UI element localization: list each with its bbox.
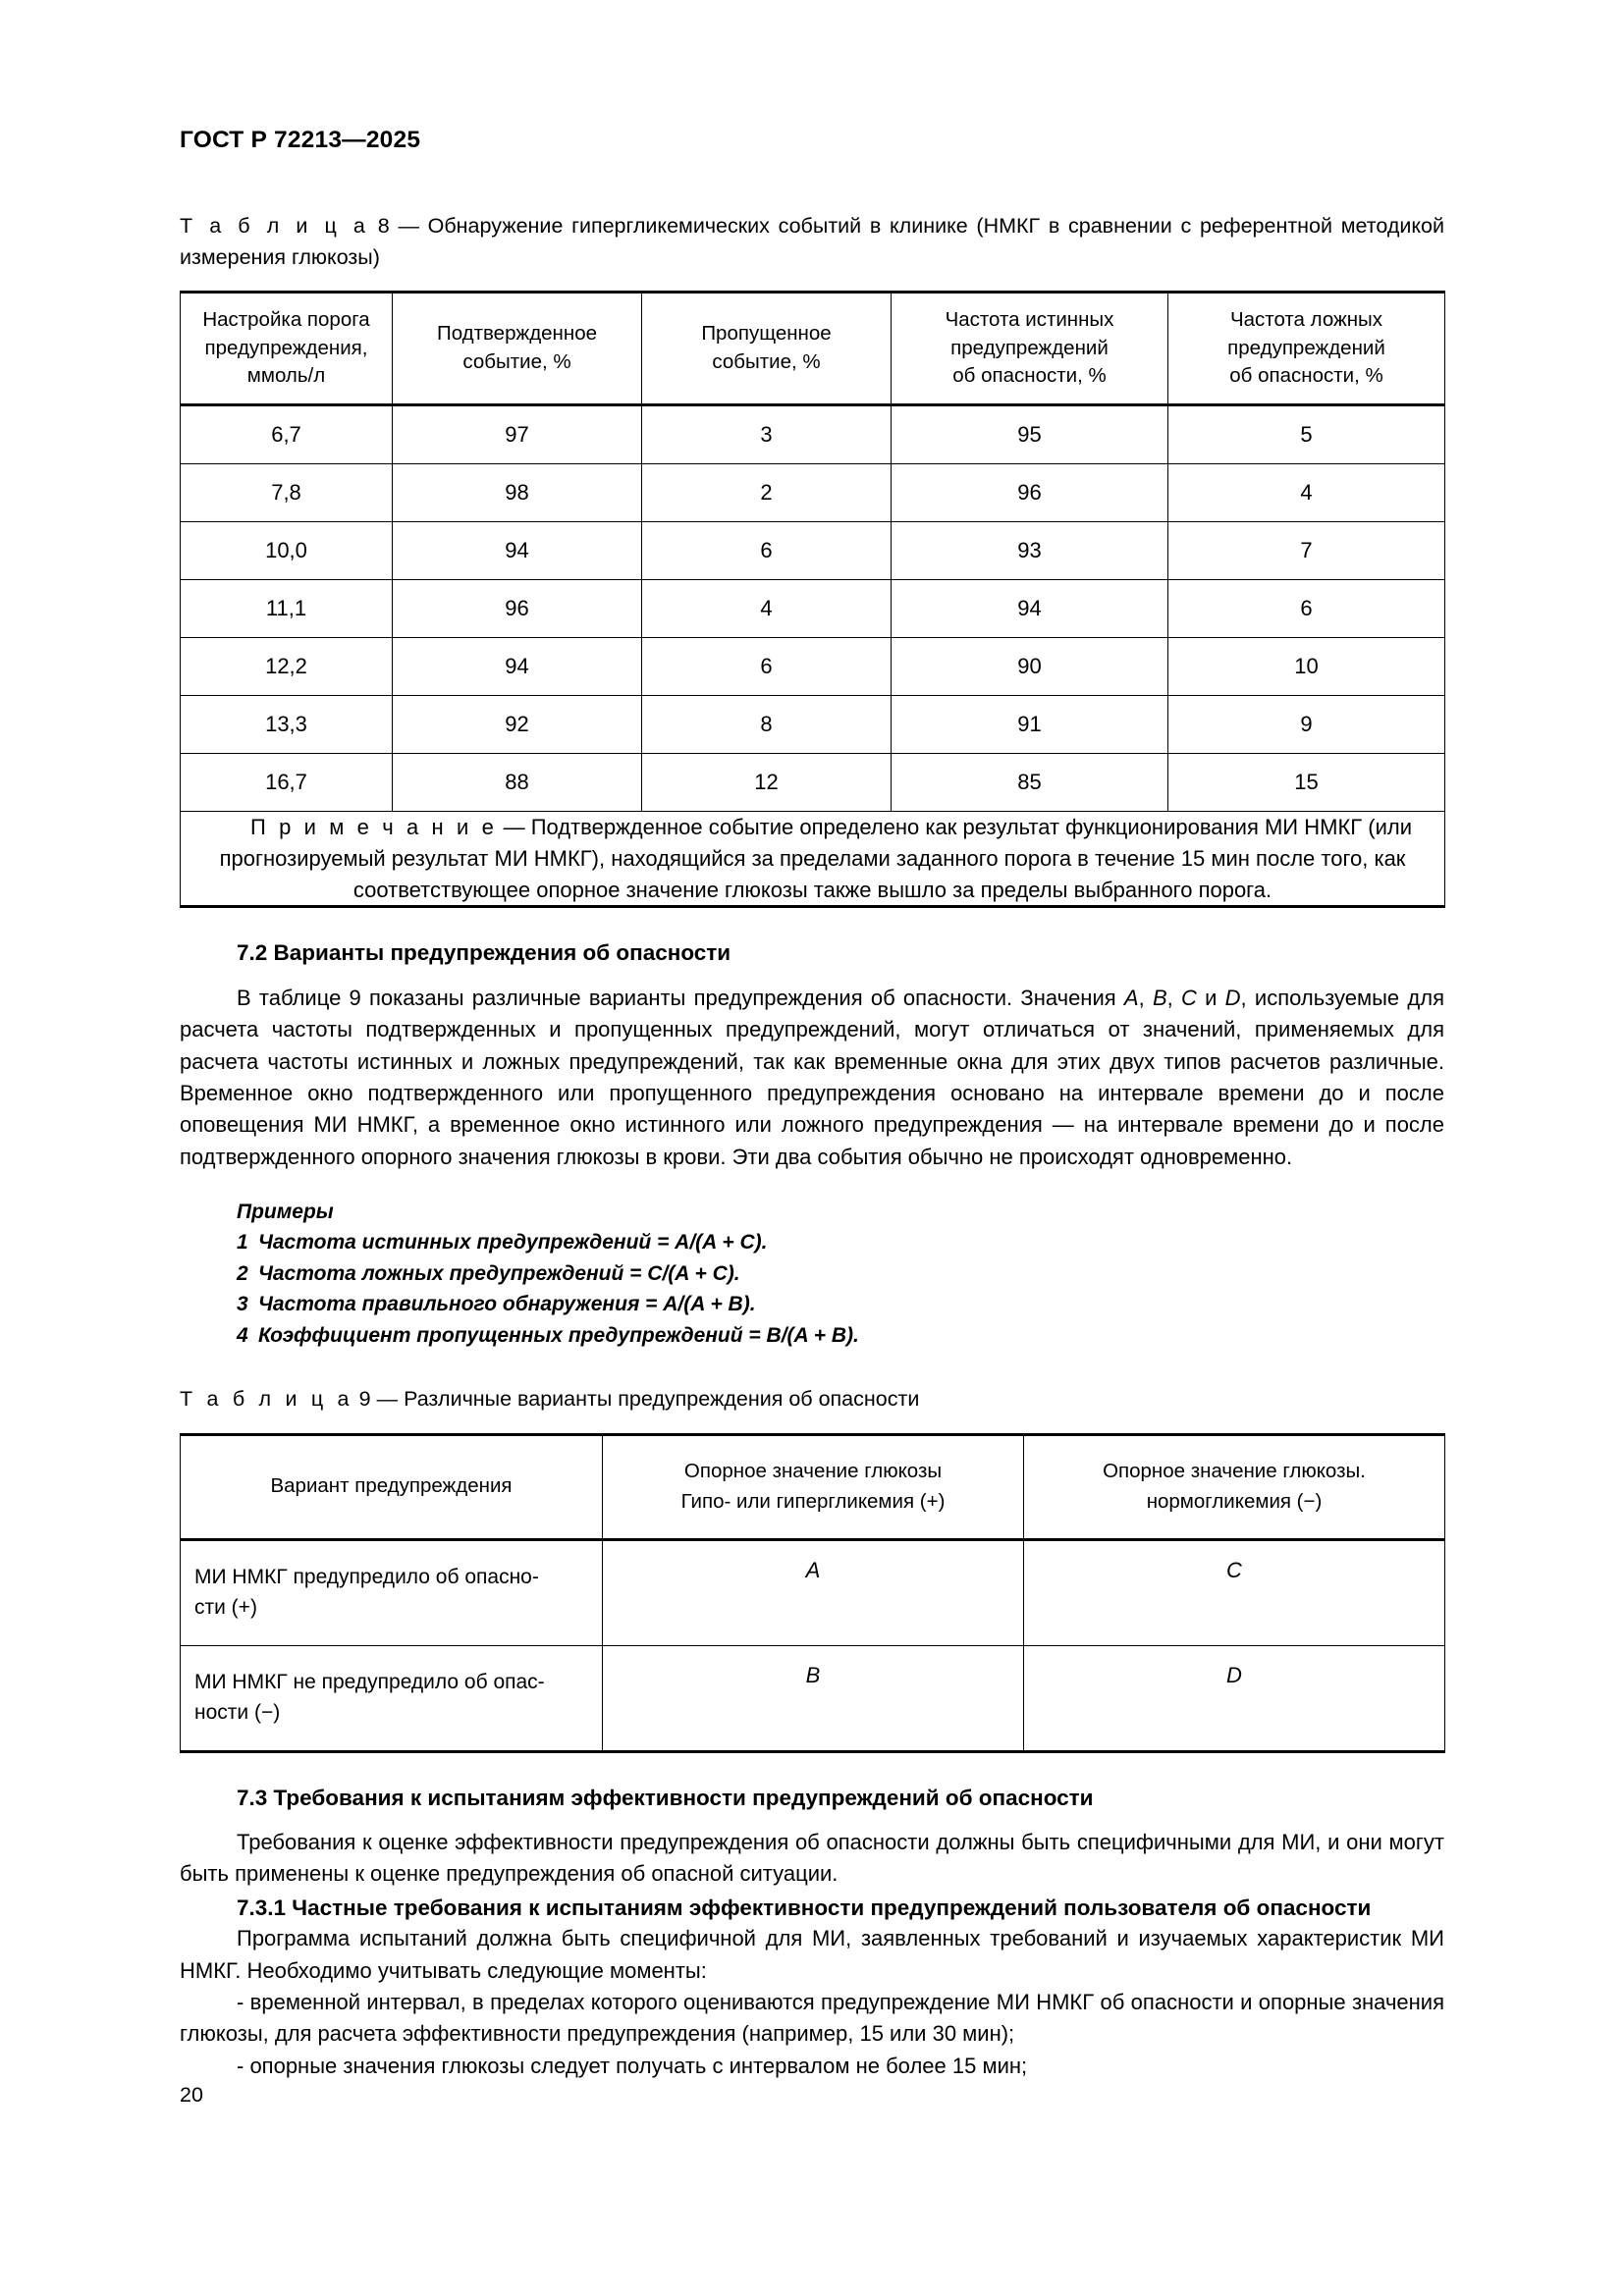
cell-true-rate: 95	[892, 404, 1168, 463]
cell-false-rate: 5	[1168, 404, 1445, 463]
cell-threshold: 11,1	[181, 579, 393, 637]
paragraph-7-3: Требования к оценке эффективности предупреждения об опасности должны быть специфичными для МИ, и они могут быть применены к оценке предупреждения об опасной ситуации.	[180, 1830, 1444, 1887]
page-content	[180, 126, 1444, 2082]
example-item: 3 Частота правильного обнаружения = A/(A + B).	[237, 1293, 756, 1316]
examples-block	[180, 1197, 1444, 1352]
requirements-list	[180, 1987, 1444, 2082]
note-label: П р и м е ч а н и е	[249, 814, 498, 839]
cell-threshold: 10,0	[181, 521, 393, 579]
cell-missed: 4	[642, 579, 892, 637]
cell-missed: 6	[642, 521, 892, 579]
cell-false-rate: 15	[1168, 753, 1445, 811]
table9-col-header-hypo-hyper: Опорное значение глюкозы Гипо- или гипергликемия (+)	[603, 1434, 1024, 1539]
cell-false-rate: 7	[1168, 521, 1445, 579]
cell-true-rate: 96	[892, 463, 1168, 521]
table-row	[181, 695, 1445, 753]
cell-threshold: 13,3	[181, 695, 393, 753]
table-row	[181, 579, 1445, 637]
cell-threshold: 16,7	[181, 753, 393, 811]
table8-col-header-missed: Пропущенное событие, %	[642, 292, 892, 404]
cell-hypo-hyper: A	[603, 1539, 1024, 1645]
cell-confirmed: 96	[393, 579, 642, 637]
cell-confirmed: 94	[393, 521, 642, 579]
running-head: ГОСТ Р 72213—2025	[180, 127, 421, 153]
table8-note-row	[181, 811, 1445, 907]
table-row	[181, 404, 1445, 463]
table8-col-header-false-alert-rate: Частота ложных предупреждений об опасности, %	[1168, 292, 1445, 404]
table-row	[181, 521, 1445, 579]
cell-normo: D	[1024, 1645, 1445, 1751]
example-item: 1 Частота истинных предупреждений = A/(A + C).	[237, 1231, 768, 1255]
table8-caption	[180, 211, 1444, 272]
table8	[180, 291, 1445, 909]
table8-caption-text: — Обнаружение гипергликемических событий в клинике (НМКГ в сравнении с референтной методикой измерения глюкозы)	[180, 214, 1444, 269]
table-row	[181, 753, 1445, 811]
note-text: — Подтвержденное событие определено как результат функционирования МИ НМКГ (или прогнозируемый результат МИ НМКГ), находящийся за пределами заданного порога в течение 15 мин после того, как соответствующее опорное значение глюкозы также вышло за пределы выбранного порога.	[219, 814, 1413, 902]
cell-variant-label: МИ НМКГ не предупредило об опас- ности (−)	[181, 1645, 603, 1751]
cell-missed: 12	[642, 753, 892, 811]
list-item: - опорные значения глюкозы следует получать с интервалом не более 15 мин;	[237, 2053, 1028, 2078]
examples-title: Примеры	[237, 1200, 334, 1223]
cell-threshold: 6,7	[181, 404, 393, 463]
table8-caption-number: 8	[377, 214, 390, 239]
cell-variant-label: МИ НМКГ предупредило об опасно- сти (+)	[181, 1539, 603, 1645]
example-item: 2 Частота ложных предупреждений = C/(A + C).	[237, 1261, 740, 1285]
section-heading-7-3: 7.3 Требования к испытаниям эффективности предупреждений об опасности	[237, 1785, 1094, 1810]
table-row	[181, 463, 1445, 521]
cell-false-rate: 4	[1168, 463, 1445, 521]
table9-caption-label: Т а б л и ц а	[180, 1387, 353, 1412]
table8-note	[181, 811, 1445, 907]
paragraph-7-2: В таблице 9 показаны различные варианты предупреждения об опасности. Значения A, B, C и D, используемые для расчета частоты подтвержденных и пропущенных предупреждений, могут отличаться от значений, применяемых для расчета частоты истинных и ложных предупреждений, так как временные окна для этих двух типов расчетов различные. Временное окно подтвержденного или пропущенного предупреждения основано на интервале времени до и после оповещения МИ НМКГ, а временное окно истинного или ложного предупреждения — на интервале времени до и после подтвержденного опорного значения глюкозы в крови. Эти два события обычно не происходят одновременно.	[180, 985, 1444, 1169]
cell-confirmed: 92	[393, 695, 642, 753]
table9-header-row	[181, 1434, 1445, 1539]
cell-confirmed: 98	[393, 463, 642, 521]
cell-false-rate: 10	[1168, 637, 1445, 695]
table9-caption	[180, 1384, 1444, 1415]
table-row	[181, 1645, 1445, 1751]
table9-caption-text: — Различные варианты предупреждения об опасности	[376, 1387, 920, 1412]
table8-caption-label: Т а б л и ц а	[180, 214, 370, 239]
cell-confirmed: 97	[393, 404, 642, 463]
page-number: 20	[180, 2083, 203, 2107]
cell-threshold: 12,2	[181, 637, 393, 695]
cell-threshold: 7,8	[181, 463, 393, 521]
table8-col-header-true-alert-rate: Частота истинных предупреждений об опасности, %	[892, 292, 1168, 404]
cell-normo: C	[1024, 1539, 1445, 1645]
table8-header-row	[181, 292, 1445, 404]
cell-true-rate: 91	[892, 695, 1168, 753]
section-heading-7-3-1: 7.3.1 Частные требования к испытаниям эффективности предупреждений пользователя об опасности	[237, 1895, 1372, 1920]
cell-confirmed: 94	[393, 637, 642, 695]
cell-true-rate: 85	[892, 753, 1168, 811]
cell-true-rate: 90	[892, 637, 1168, 695]
table8-col-header-confirmed: Подтвержденное событие, %	[393, 292, 642, 404]
cell-confirmed: 88	[393, 753, 642, 811]
table9	[180, 1433, 1445, 1753]
table9-col-header-variant: Вариант предупреждения	[181, 1434, 603, 1539]
cell-missed: 8	[642, 695, 892, 753]
cell-hypo-hyper: B	[603, 1645, 1024, 1751]
list-item: - временной интервал, в пределах которого оцениваются предупреждение МИ НМКГ об опасности и опорные значения глюкозы, для расчета эффективности предупреждения (например, 15 или 30 мин);	[180, 1989, 1444, 2047]
paragraph-7-3-1: Программа испытаний должна быть специфичной для МИ, заявленных требований и изучаемых характеристик МИ НМКГ. Необходимо учитывать следующие моменты:	[180, 1926, 1444, 1983]
table9-caption-number: 9	[358, 1387, 371, 1412]
section-heading-7-2: 7.2 Варианты предупреждения об опасности	[237, 940, 731, 966]
table8-col-header-threshold: Настройка порога предупреждения, ммоль/л	[181, 292, 393, 404]
cell-missed: 2	[642, 463, 892, 521]
cell-false-rate: 6	[1168, 579, 1445, 637]
table-row	[181, 637, 1445, 695]
cell-false-rate: 9	[1168, 695, 1445, 753]
cell-true-rate: 94	[892, 579, 1168, 637]
cell-true-rate: 93	[892, 521, 1168, 579]
cell-missed: 6	[642, 637, 892, 695]
table9-col-header-normo: Опорное значение глюкозы. нормогликемия (−)	[1024, 1434, 1445, 1539]
table-row	[181, 1539, 1445, 1645]
cell-missed: 3	[642, 404, 892, 463]
example-item: 4 Коэффициент пропущенных предупреждений = B/(A + B).	[237, 1323, 859, 1347]
